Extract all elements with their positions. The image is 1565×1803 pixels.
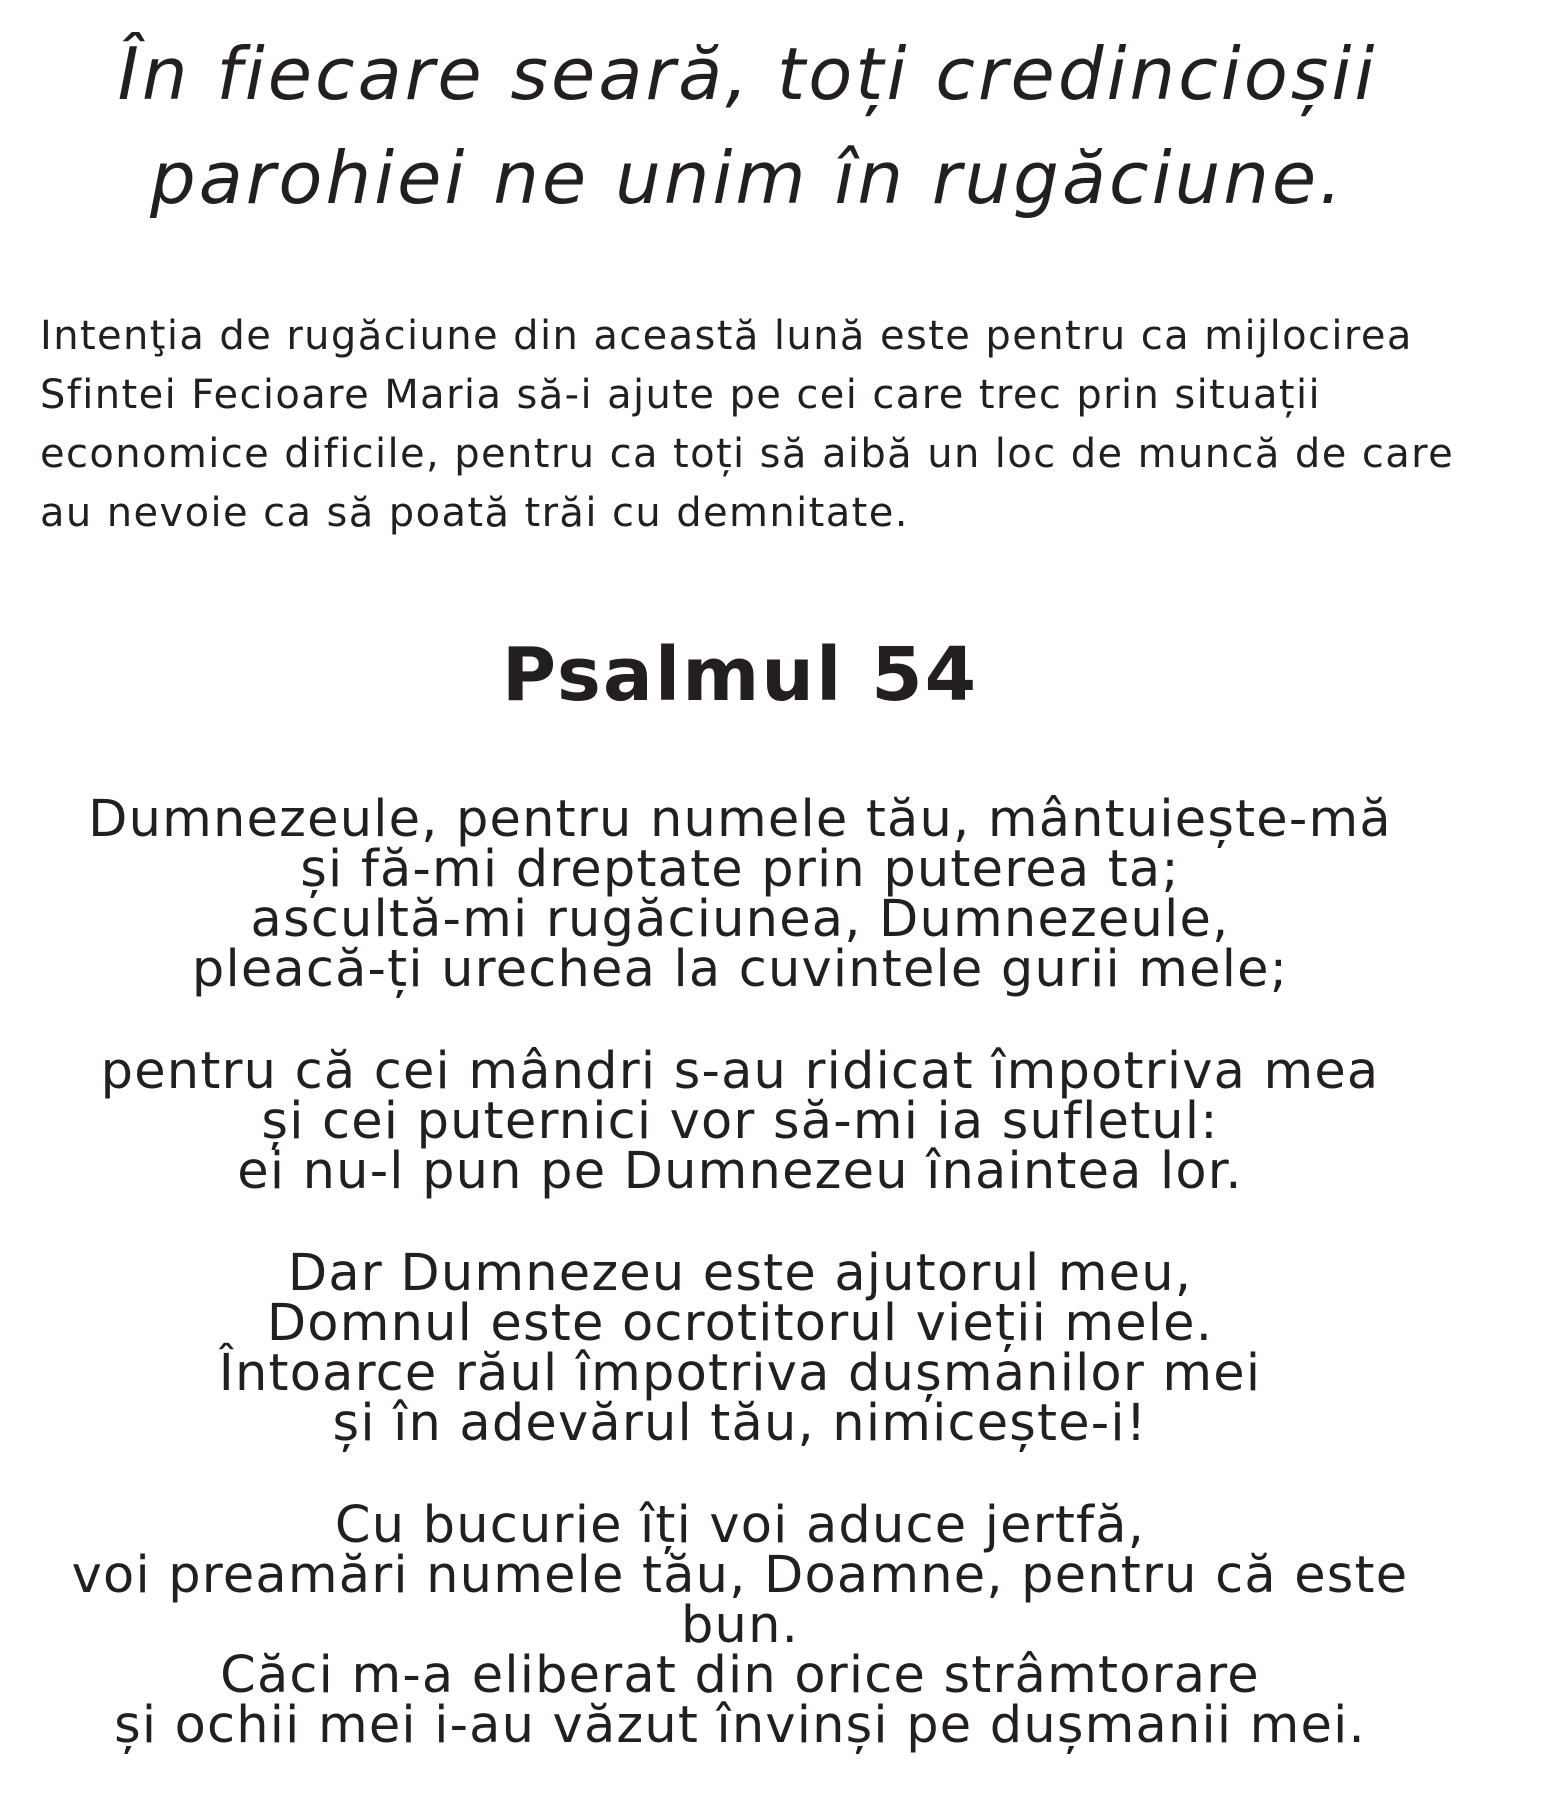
psalm-stanza [40,1042,1440,1201]
psalm-stanza [40,1244,1440,1453]
psalm-line: Dar Dumnezeu este ajutorul meu, [287,1244,1193,1303]
intention-line: Intenţia de rugăciune din această lună este pentru ca mijlocirea [40,313,1413,359]
psalm-line: și fă-mi dreptate prin puterea ta; [300,840,1180,899]
psalm-line: Dumnezeule, pentru numele tău, mântuiește-mă [88,790,1392,849]
psalm-stanza [40,1496,1440,1755]
intention-line: Sfintei Fecioare Maria să-i ajute pe cei care trec prin situații [40,372,1322,418]
psalm-line: pleacă-ți urechea la cuvintele gurii mele; [191,940,1289,999]
intention-line: economice dificile, pentru ca toți să aibă un loc de muncă de care [40,431,1455,477]
psalm-line: Întoarce răul împotriva dușmanilor mei [218,1344,1262,1403]
psalm-text [40,790,1440,1803]
prayer-intention [40,307,1540,543]
psalm-line: voi preamări numele tău, Doamne, pentru că este [71,1546,1409,1605]
psalm-stanza [40,790,1440,999]
psalm-line: ei nu-l pun pe Dumnezeu înaintea lor. [237,1142,1243,1201]
psalm-line: și ochii mei i-au văzut învinși pe dușmanii mei. [114,1696,1366,1755]
psalm-line: Căci m-a eliberat din orice strâmtorare [220,1646,1260,1705]
headline [0,22,1565,230]
headline-line-1: În fiecare seară, toți credincioșii [117,32,1378,116]
psalm-line: și cei puternici vor să-mi ia sufletul: [261,1092,1219,1151]
psalm-line: ascultă-mi rugăciunea, Dumnezeule, [250,890,1230,949]
psalm-line: Cu bucurie îți voi aduce jertfă, [334,1496,1146,1555]
psalm-line: și în adevărul tău, nimicește-i! [332,1394,1148,1453]
psalm-line: pentru că cei mândri s-au ridicat împotriva mea [100,1042,1380,1101]
psalm-line: Domnul este ocrotitorul vieții mele. [266,1294,1214,1353]
psalm-line: bun. [680,1596,800,1655]
headline-line-2: parohiei ne unim în rugăciune. [149,136,1346,220]
intention-line: au nevoie ca să poată trăi cu demnitate. [40,490,909,536]
psalm-title: Psalmul 54 [501,632,979,718]
